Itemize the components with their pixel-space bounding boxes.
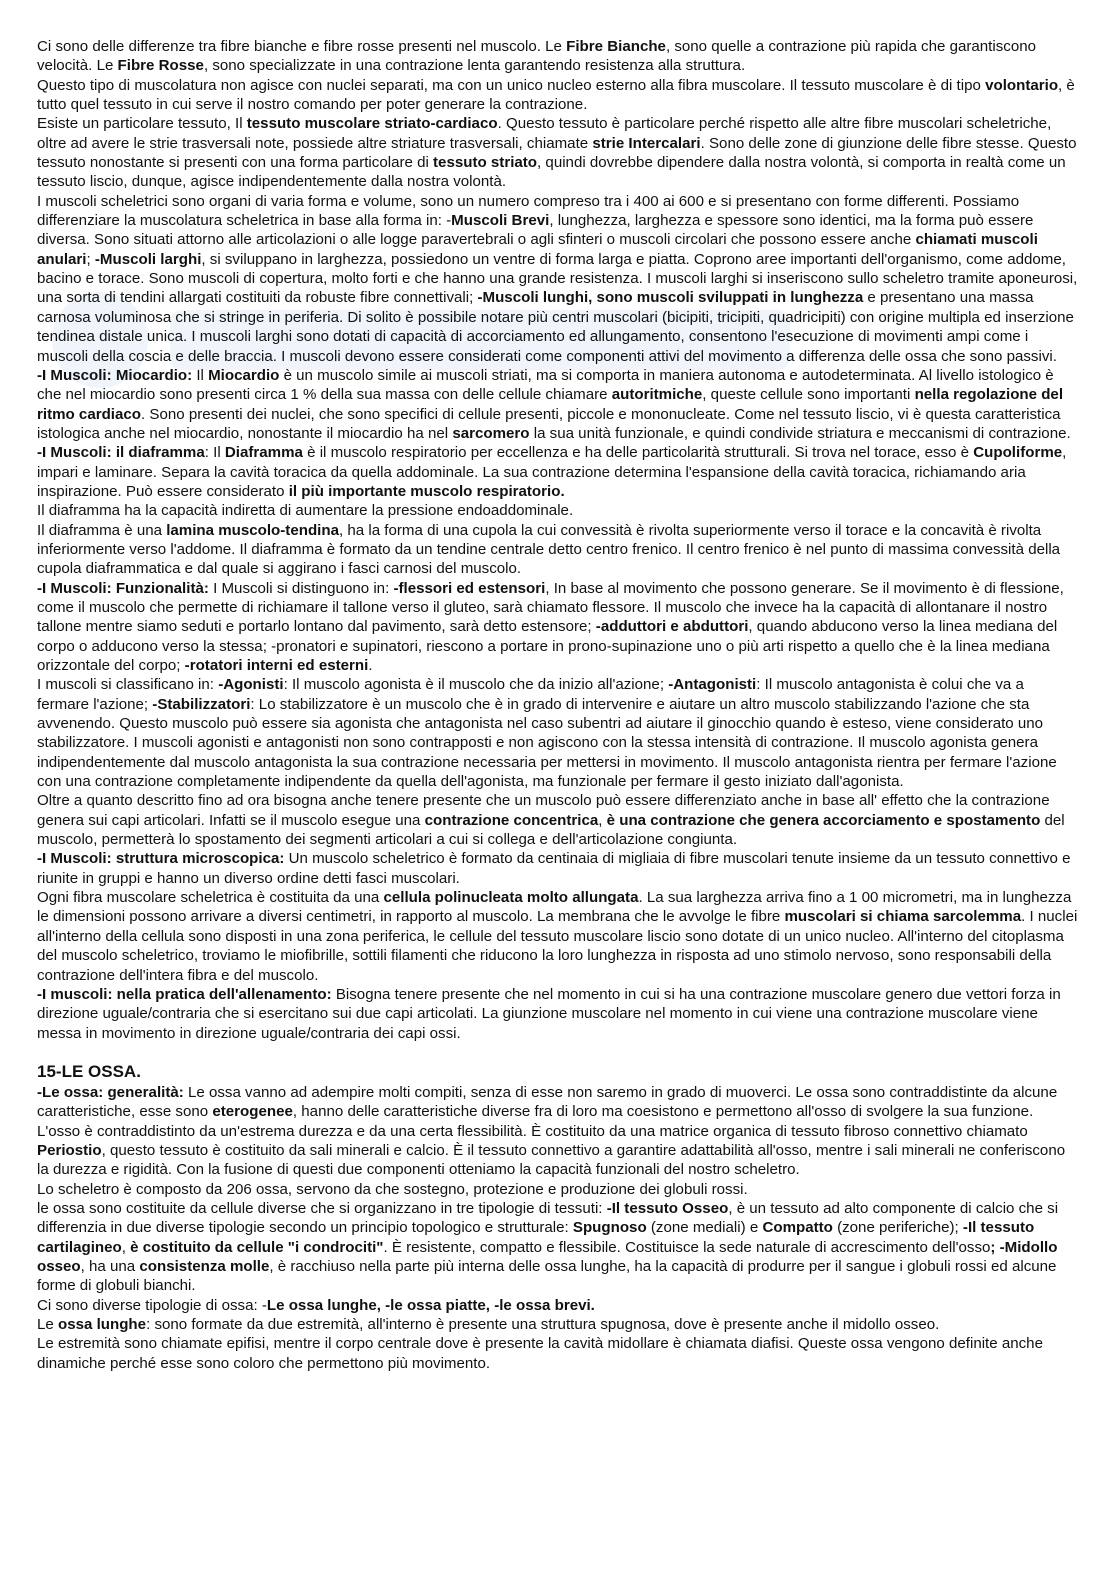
bold-text: nella regolazione del ritmo cardiaco xyxy=(37,386,1064,423)
bold-text: autoritmiche xyxy=(611,386,703,404)
text-run: : Il xyxy=(204,444,225,462)
text-run: : Il muscolo agonista è il muscolo che da inizio all'azione; xyxy=(283,676,669,694)
text-run: Un muscolo scheletrico è formato da centinaia di migliaia di fibre muscolari tenute insieme da un tessuto connettivo e riunite in gruppi e hanno un diverso ordine detti fasci muscolari. xyxy=(37,850,1071,887)
bold-text: chiamati muscoli anulari xyxy=(37,231,1038,268)
bold-text: -flessori ed estensori xyxy=(393,579,546,597)
text-run: , xyxy=(121,1238,131,1256)
bold-text: -Muscoli larghi xyxy=(94,250,202,268)
bold-text: Periostio xyxy=(37,1141,102,1159)
bold-text: -Il tessuto Osseo xyxy=(606,1199,729,1217)
bold-text: Cupoliforme xyxy=(973,444,1063,462)
text-run: Ci sono delle differenze tra fibre bianche e fibre rosse presenti nel muscolo. Le xyxy=(37,38,567,55)
bold-text: muscolari si chiama sarcolemma xyxy=(784,908,1022,926)
paragraph xyxy=(37,888,1079,985)
paragraph xyxy=(37,1334,1079,1373)
bold-text: Diaframma xyxy=(224,444,303,462)
text-run: , sono specializzate in una contrazione lenta garantendo resistenza alla struttura. xyxy=(203,57,746,75)
text-run: , si sviluppano in larghezza, possiedono un ventre di forma larga e piatta. Coprono aree importanti dell'organismo, come addome, bacino e torace. Sono muscoli di copertura, molto forti e che hanno una grande resistenza. I muscoli larghi si inseriscono sullo scheletro tramite aponeurosi, una sorta di tendini allargati costituiti da robuste fibre connettivali; xyxy=(37,250,1078,307)
paragraph xyxy=(37,1296,1079,1315)
bold-text: -Agonisti xyxy=(218,676,284,694)
text-run: : Il muscolo antagonista è colui che va a fermare l'azione; xyxy=(37,676,1024,713)
text-run: Le xyxy=(37,1316,58,1333)
bold-text: ; -Midollo osseo xyxy=(37,1238,1058,1275)
bold-text: -Le ossa: generalità: xyxy=(37,1083,184,1101)
muscles-section xyxy=(37,37,1079,1043)
text-run: Esiste un particolare tessuto, Il xyxy=(37,115,247,133)
text-run: , In base al movimento che possono generare. Se il movimento è di flessione, come il muscolo che permette di richiamare il tallone verso il gluteo, sarà chiamato flessore. Il muscolo che invece ha la capacità di allontanare il nostro tallone mentre siamo seduti e portarlo lontano dal pavimento, sarà detto estensore; xyxy=(37,579,1064,636)
paragraph xyxy=(37,1199,1079,1296)
bold-text: -I Muscoli: Miocardio: xyxy=(37,366,193,384)
paragraph xyxy=(37,114,1079,191)
bold-text: tessuto striato xyxy=(433,154,538,172)
text-run: ; xyxy=(86,250,95,268)
bold-text: Fibre Bianche xyxy=(566,38,666,55)
bold-text: -rotatori interni ed esterni xyxy=(184,657,369,674)
bold-text: -I Muscoli: struttura microscopica: xyxy=(37,850,285,868)
bold-text: sarcomero xyxy=(452,424,530,442)
text-run: (zone mediali) e xyxy=(646,1219,763,1237)
bold-text: è costituito da cellule "i condrociti" xyxy=(130,1238,384,1256)
paragraph xyxy=(37,849,1079,888)
text-run: . Sono presenti dei nuclei, che sono specifici di cellule presenti, piccole e mononucleate. Come nel tessuto liscio, vi è questa caratteristica istologica anche nel miocardio, nonostante il miocardio ha nel xyxy=(37,405,1061,442)
text-run: . xyxy=(368,657,373,674)
paragraph xyxy=(37,521,1079,579)
paragraph xyxy=(37,1180,1079,1199)
text-run: , quando abducono verso la linea mediana del corpo o adducono verso la stessa; -pronatori e supinatori, riescono a portare in prono-supinazione uno o più arti rispetto a quello che è la linea mediana orizzontale del corpo; xyxy=(37,618,1058,674)
text-run: (zone periferiche); xyxy=(832,1219,963,1237)
bold-text: -I Muscoli: Funzionalità: xyxy=(37,579,209,597)
paragraph xyxy=(37,791,1079,849)
text-run: : sono formate da due estremità, all'interno è presente una struttura spugnosa, dove è presente anche il midollo osseo. xyxy=(146,1316,940,1333)
bold-text: -adduttori e abduttori xyxy=(595,618,749,636)
document-page xyxy=(37,37,1079,1373)
text-run: , è tutto quel tessuto in cui serve il nostro comando per poter generare la contrazione. xyxy=(37,76,1075,114)
bold-text: contrazione concentrica xyxy=(424,811,599,829)
bold-text: tessuto muscolare striato-cardiaco xyxy=(246,115,498,133)
text-run: , impari e laminare. Separa la cavità toracica da quella addominale. La sua contrazione determina l'espansione della cavità toracica, richiamando aria inspirazione. Può essere considerato xyxy=(37,444,1067,500)
text-run: è un muscolo simile ai muscoli striati, ma si comporta in maniera autonoma e autodeterminata. Al livello istologico è che nel miocardio sono presenti circa 1 % della sua massa con delle cellule chiamare xyxy=(37,366,1054,404)
paragraph xyxy=(37,985,1079,1043)
text-run: Ogni fibra muscolare scheletrica è costituita da una xyxy=(37,889,384,907)
bold-text: è una contrazione che genera accorciamento e spostamento xyxy=(606,811,1041,829)
text-run: I Muscoli si distinguono in: xyxy=(208,579,394,597)
bold-text: ossa lunghe xyxy=(57,1316,147,1333)
paragraph xyxy=(37,443,1079,501)
text-run: è il muscolo respiratorio per eccellenza e ha delle particolarità strutturali. Si trova nel torace, esso è xyxy=(302,444,974,462)
text-run: del muscolo, permetterà lo spostamento dei segmenti articolari a cui si collega e dell'articolazione congiunta. xyxy=(37,811,1065,849)
text-run: Lo scheletro è composto da 206 ossa, servono da che sostegno, protezione e produzione dei globuli rossi. xyxy=(37,1180,748,1198)
text-run: , ha una xyxy=(80,1257,140,1275)
text-run: , hanno delle caratteristiche diverse fra di loro ma coesistono e permettono all'osso di svolgere la sua funzione. xyxy=(292,1103,1034,1121)
bold-text: consistenza molle xyxy=(139,1257,270,1275)
paragraph xyxy=(37,1315,1079,1334)
text-run: Il xyxy=(192,366,209,384)
text-run: Questo tipo di muscolatura non agisce con nuclei separati, ma con un unico nucleo esterno alla fibra muscolare. Il tessuto muscolare è di tipo xyxy=(37,76,986,94)
text-run: , xyxy=(598,811,607,829)
text-run: , queste cellule sono importanti xyxy=(702,386,915,404)
bold-text: -Muscoli lunghi, sono muscoli sviluppati in lunghezza xyxy=(477,289,864,307)
text-run: Le ossa vanno ad adempire molti compiti, senza di esse non saremo in grado di muoverci. Le ossa sono contraddistinte da alcune caratteristiche, esse sono xyxy=(37,1083,1058,1121)
text-run: Le estremità sono chiamate epifisi, mentre il corpo centrale dove è presente la cavità midollare è chiamata diafisi. Queste ossa vengono definite anche dinamiche perché esse sono coloro che permettono più movimento. xyxy=(37,1335,1043,1372)
bold-text: -Antagonisti xyxy=(668,676,757,694)
bold-text: cellula polinucleata molto allungata xyxy=(383,889,639,907)
text-run: Il diaframma è una xyxy=(37,521,167,539)
bold-text: il più importante muscolo respiratorio. xyxy=(288,482,565,500)
bold-text: Fibre Rosse xyxy=(117,57,204,75)
text-run: Ci sono diverse tipologie di ossa: - xyxy=(37,1296,267,1314)
text-run: , quindi dovrebbe dipendere dalla nostra volontà, si comporta in realtà come un tessuto liscio, dunque, agisce indipendentemente dalla nostra volontà. xyxy=(37,154,1066,191)
paragraph xyxy=(37,675,1079,791)
text-run: , sono quelle a contrazione più rapida che garantiscono velocità. Le xyxy=(37,38,1037,75)
paragraph xyxy=(37,76,1079,115)
bold-text: -I Muscoli: il diaframma xyxy=(37,444,205,462)
text-run: . Sono delle zone di giunzione delle fibre stesse. Questo tessuto nonostante si presenti con una forma particolare di xyxy=(37,134,1077,172)
paragraph xyxy=(37,1083,1079,1122)
text-run: , è un tessuto ad alto componente di calcio che si differenzia in due diverse tipologie secondo un principio topologico e strutturale: xyxy=(37,1199,1059,1237)
text-run: Bisogna tenere presente che nel momento in cui si ha una contrazione muscolare genero due vettori forza in direzione uguale/contraria che si esercitano sui due capi articolati. La giunzione muscolare nel momento in cui viene una contrazione muscolare viene messa in movimento in direzione uguale/contraria dei capi ossi. xyxy=(37,985,1061,1042)
paragraph xyxy=(37,1122,1079,1180)
bold-text: -I muscoli: nella pratica dell'allenamento: xyxy=(37,985,332,1003)
bold-text: -Stabilizzatori xyxy=(152,695,251,713)
text-run: la sua unità funzionale, e quindi condivide striatura e meccanismi di contrazione. xyxy=(529,424,1071,442)
text-run: . Questo tessuto è particolare perché rispetto alle altre fibre muscolari scheletriche, oltre ad avere le strie trasversali note, possiede altre striature trasversali, chiamate xyxy=(37,115,1052,152)
text-run: le ossa sono costituite da cellule diverse che si organizzano in tre tipologie di tessuti: xyxy=(37,1199,607,1217)
text-run: Oltre a quanto descritto fino ad ora bisogna anche tenere presente che un muscolo può essere differenziato anche in base all' effetto che la contrazione genera sui capi articolari. Infatti se il muscolo esegue una xyxy=(37,792,1050,829)
bold-text: -Il tessuto cartilagineo xyxy=(37,1219,1035,1256)
bold-text: strie Intercalari xyxy=(592,134,701,152)
text-run: I muscoli scheletrici sono organi di varia forma e volume, sono un numero compreso tra i 400 ai 600 e si presentano con forme differenti. Possiamo differenziare la muscolatura scheletrica in base alla forma in: - xyxy=(37,192,1020,230)
text-run: . La sua larghezza arriva fino a 1 00 micrometri, ma in lunghezza le dimensioni possono arrivare a diversi centimetri, in rapporto al muscolo. La membrana che le avvolge le fibre xyxy=(37,889,1072,926)
bold-text: Compatto xyxy=(762,1219,833,1237)
text-run: Il diaframma ha la capacità indiretta di aumentare la pressione endoaddominale. xyxy=(37,502,574,520)
section-heading-bones: 15-LE OSSA. xyxy=(37,1061,141,1081)
bold-text: Le ossa lunghe, -le ossa piatte, -le ossa brevi. xyxy=(266,1296,595,1314)
text-run: , questo tessuto è costituito da sali minerali e calcio. È il tessuto connettivo a garantire adattabilità all'osso, mentre i sali minerali ne conferiscono la durezza e rigidità. Con la fusione di questi due componenti otteniamo la capacità funzionali del nostro scheletro. xyxy=(37,1141,1066,1179)
bold-text: volontario xyxy=(985,76,1059,94)
bones-section xyxy=(37,1083,1079,1373)
text-run: : Lo stabilizzatore è un muscolo che è in grado di intervenire e aiutare un altro muscolo stabilizzando l'azione che sta avvenendo. Questo muscolo può essere sia agonista che antagonista nel caso subentri ad aiutare il ginocchio quando è esteso, viene considerato uno stabilizzatore. I muscoli agonisti e antagonisti non sono contrapposti e non agiscono con la stessa intensità di contrazione. Il muscolo agonista genera indipendentemente dal muscolo antagonista la sua contrazione necessaria per mettersi in movimento. Il muscolo antagonista rientra per fermare l'azione con una contrazione completamente indipendente da quella dell'agonista, ma funzionale per fermare il gesto iniziato dall'agonista. xyxy=(37,695,1057,791)
bold-text: Muscoli Brevi xyxy=(451,212,550,230)
paragraph xyxy=(37,579,1079,676)
paragraph xyxy=(37,37,1079,76)
paragraph xyxy=(37,192,1079,366)
text-run: , ha la forma di una cupola la cui convessità è rivolta superiormente verso il torace e la concavità è rivolta inferiormente verso l'addome. Il diaframma è formato da un tendine centrale detto centro frenico. Il centro frenico è nel punto di massima convessità della cupola diaframmatica e dal quale si aggirano i fasci carnosi del muscolo. xyxy=(37,521,1061,578)
text-run: I muscoli si classificano in: xyxy=(37,676,219,694)
text-run: , è racchiuso nella parte più interna delle ossa lunghe, ha la capacità di produrre per il sangue i globuli rossi ed alcune forme di globuli bianchi. xyxy=(37,1257,1057,1295)
text-run: . I nuclei all'interno della cellula sono disposti in una zona periferica, le cellule del tessuto muscolare liscio sono dotate di un unico nucleo. All'interno del citoplasma del muscolo scheletrico, troviamo le miofibrille, sottili filamenti che riducono la loro lunghezza in risposta ad uno stimolo nervoso, sono responsabili della contrazione dell'intera fibra e del muscolo. xyxy=(37,908,1078,984)
text-run: L'osso è contraddistinto da un'estrema durezza e da una certa flessibilità. È costituito da una matrice organica di tessuto fibroso connettivo chiamato xyxy=(37,1122,1028,1140)
bold-text: lamina muscolo-tendina xyxy=(166,521,339,539)
text-run: , lunghezza, larghezza e spessore sono identici, ma la forma può essere diversa. Sono situati attorno alle articolazioni o alle logge paravertebrali o agli sfinteri o muscoli circolari che possono essere anche xyxy=(37,212,1034,249)
bold-text: eterogenee xyxy=(212,1103,293,1121)
paragraph xyxy=(37,366,1079,443)
paragraph xyxy=(37,501,1079,520)
text-run: e presentano una massa carnosa voluminosa che si stringe in periferia. Di solito è possibile notare più centri muscolari (bicipiti, tricipiti, quadricipiti) con origine multipla ed inserzione tendinea distale unica. I muscoli larghi sono dotati di capacità di accorciamento ed allungamento, consentono l'esecuzione di movimenti ampi come i muscoli della coscia e delle braccia. I muscoli devono essere considerati come componenti attivi del movimento a differenza delle ossa che sono passivi. xyxy=(37,289,1074,365)
bold-text: Miocardio xyxy=(208,366,280,384)
text-run: . È resistente, compatto e flessibile. Costituisce la sede naturale di accrescimento dell'osso xyxy=(383,1238,991,1256)
bold-text: Spugnoso xyxy=(572,1219,647,1237)
